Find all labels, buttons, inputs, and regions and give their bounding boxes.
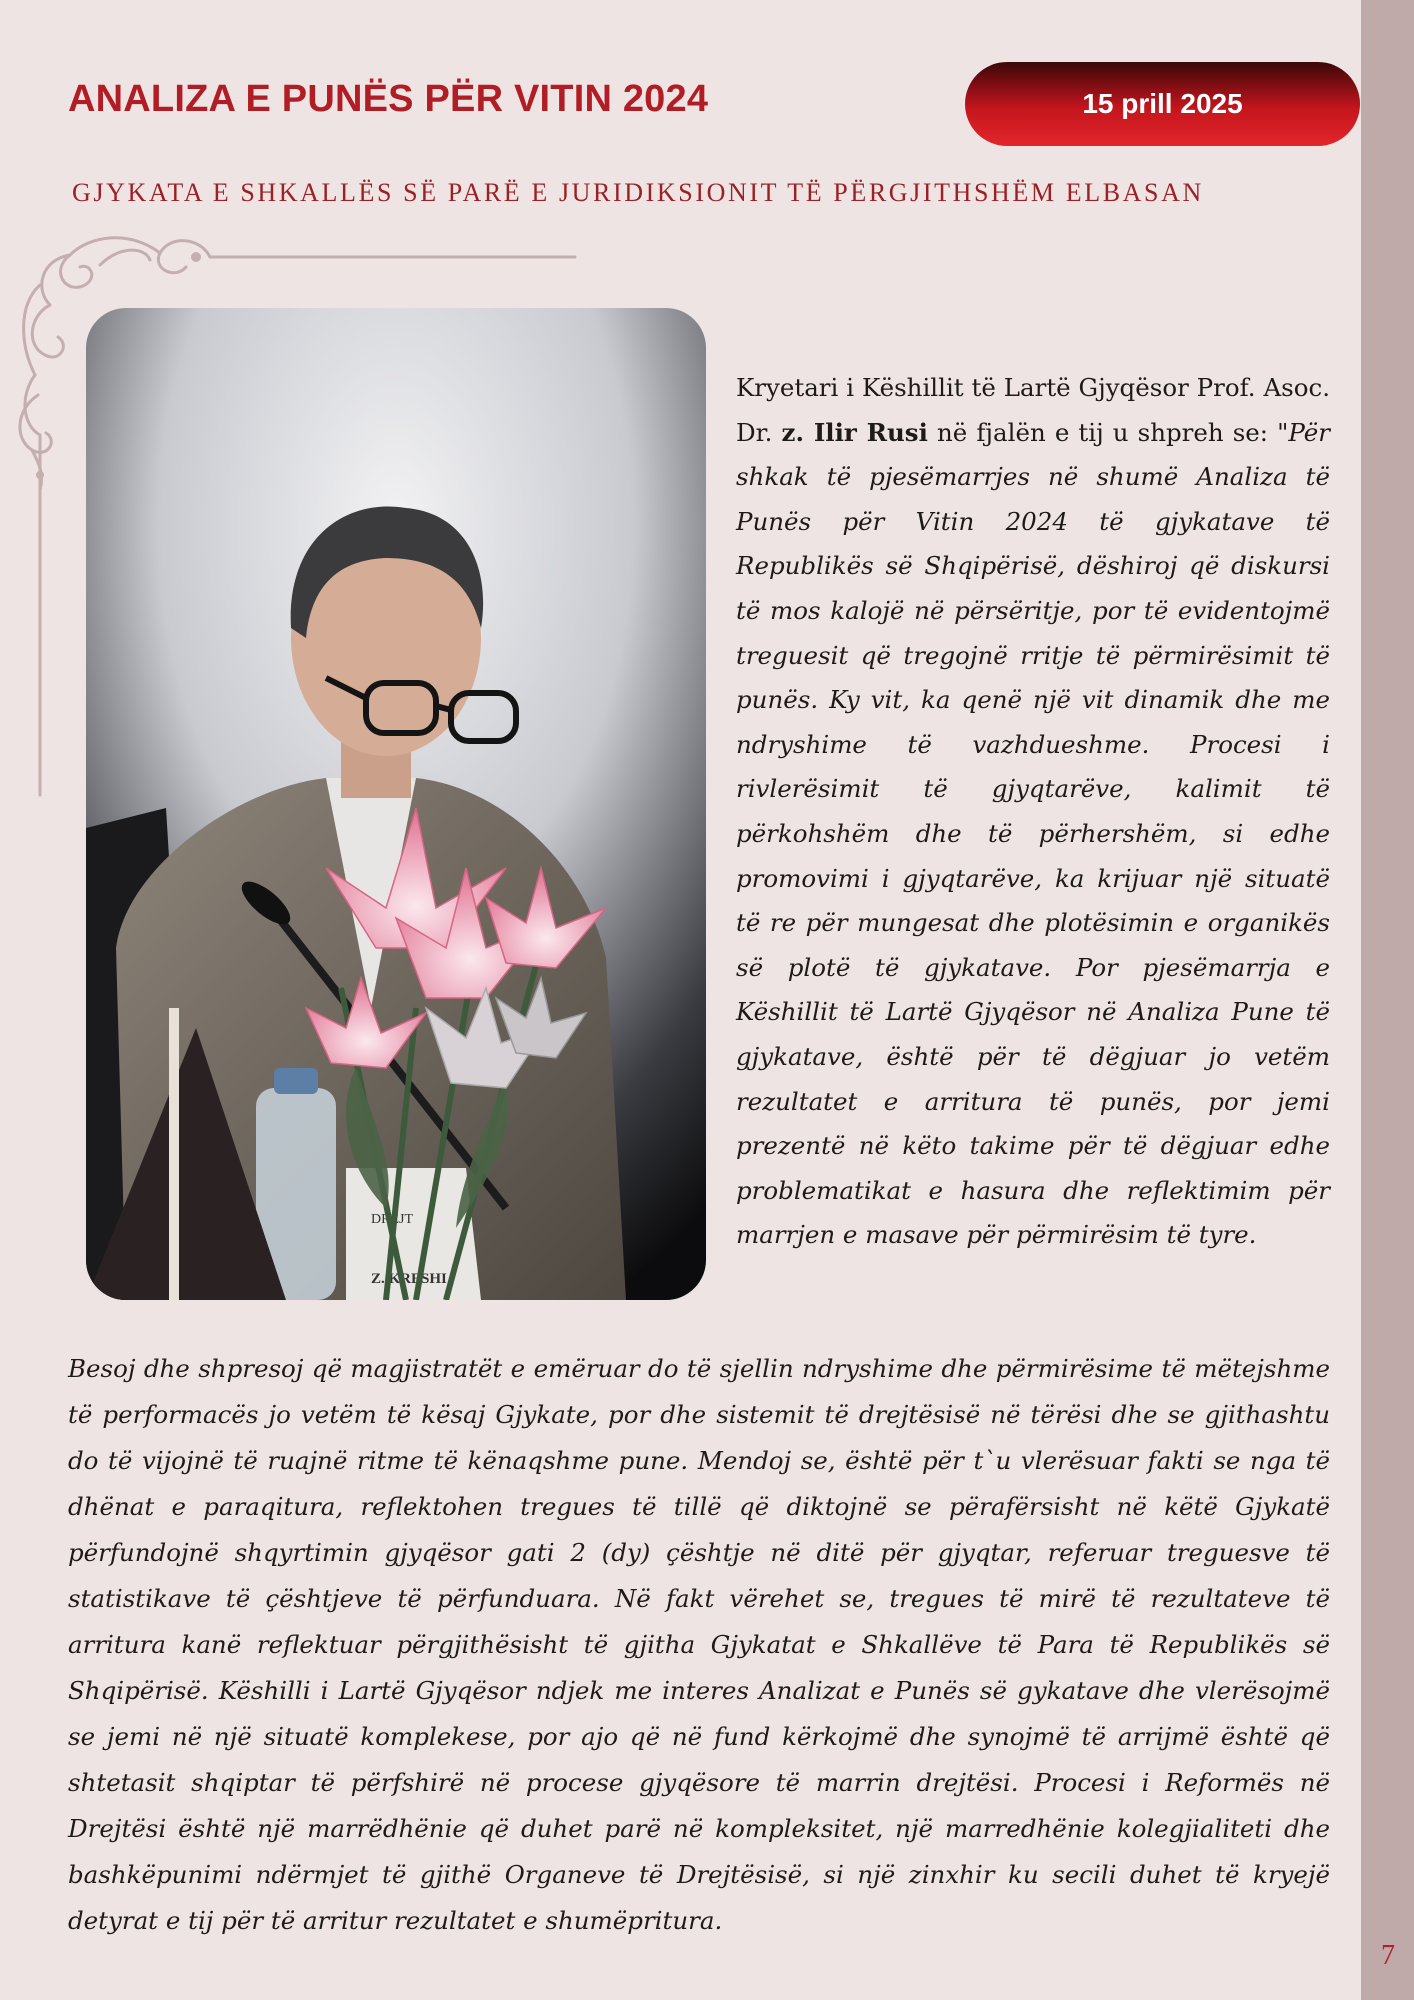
page-title: ANALIZA E PUNËS PËR VITIN 2024 — [68, 78, 709, 120]
photo-illustration — [86, 308, 706, 1300]
date-text: 15 prill 2025 — [1082, 88, 1243, 119]
court-name: GJYKATA E SHKALLËS SË PARË E JURIDIKSIONIT TË PËRGJITHSHËM ELBASAN — [72, 178, 1204, 207]
intro-lead: Kryetari i Këshillit të Lartë Gjyqësor Prof. Asoc. Dr. — [736, 373, 1330, 447]
body-paragraph: Besoj dhe shpresoj që magjistratët e emëruar do të sjellin ndryshime dhe përmirësime të mëtejshme të performacës jo vetëm të kësaj Gjykate, por dhe sistemit të drejtësisë në tërësi dhe se gjithashtu do të vijojnë të ruajnë ritme të kënaqshme pune. Mendoj se, është për t`u vlerësuar fakti se nga të dhënat e paraqitura, reflektohen tregues të tillë që diktojnë se përafërsisht në këtë Gjykatë përfundojnë shqyrtimin gjyqësor gati 2 (dy) çështje në ditë për gjyqtar, referuar treguesve të statistikave të çështjeve të përfunduara. Në fakt vërehet se, tregues të mirë të rezultateve të arritura kanë reflektuar përgjithësisht të gjitha Gjykatat e Shkallëve të Para të Republikës së Shqipërisë. Këshilli i Lartë Gjyqësor ndjek me interes Analizat e Punës së gykatave dhe vlerësojmë se jemi në një situatë komplekese, por ajo që në fund kërkojmë dhe synojmë të arrijmë është që shtetasit shqiptar të përfshirë në procese gjyqësore të marrin drejtësi. Procesi i Reformës në Drejtësi është një marrëdhënie që duhet parë në kompleksitet, një marredhënie kolegjialiteti dhe bashkëpunimi ndërmjet të gjithë Organeve të Drejtësisë, si një zinxhir ku secili duhet të kryejë detyrat e tij për të arritur rezultatet e shumëpritura. — [68, 1354, 1330, 1935]
speaker-name: z. Ilir Rusi — [781, 417, 928, 447]
date-badge — [965, 62, 1360, 146]
speaker-quote: "Për shkak të pjesëmarrjes në shumë Analiza të Punës për Vitin 2024 të gjykatave të Republikës së Shqipërisë, dëshiroj që diskursi të mos kalojë në përsëritje, por të evidentojmë treguesit që tregojnë rritje të përmirësimit të punës. Ky vit, ka qenë një vit dinamik dhe me ndryshime të vazhdueshme. Procesi i rivlerësimit të gjyqtarëve, kalimit të përkohshëm dhe të përhershëm, si edhe promovimi i gjyqtarëve, ka krijuar një situatë të re për mungesat dhe plotësimin e organikës së plotë të gjykatave. Por pjesëmarrja e Këshillit të Lartë Gjyqësor në Analiza Pune të gjykatave, është për të dëgjuar jo vetëm rezultatet e arritura të punës, por jemi prezentë në këto takime për të dëgjuar edhe problematikat e hasura dhe reflektimim për marrjen e masave për përmirësim të tyre. — [736, 417, 1331, 1250]
intro-after: në fjalën e tij u shpreh se: — [927, 417, 1278, 447]
page-number: 7 — [1381, 1940, 1395, 1971]
right-sidebar-strip — [1361, 0, 1414, 2000]
desk-sign-line1: DREJT — [371, 1212, 413, 1227]
desk-sign-line2: Z. KRESHI — [371, 1271, 447, 1287]
speaker-photo — [86, 308, 706, 1300]
intro-paragraph — [736, 366, 1330, 1258]
